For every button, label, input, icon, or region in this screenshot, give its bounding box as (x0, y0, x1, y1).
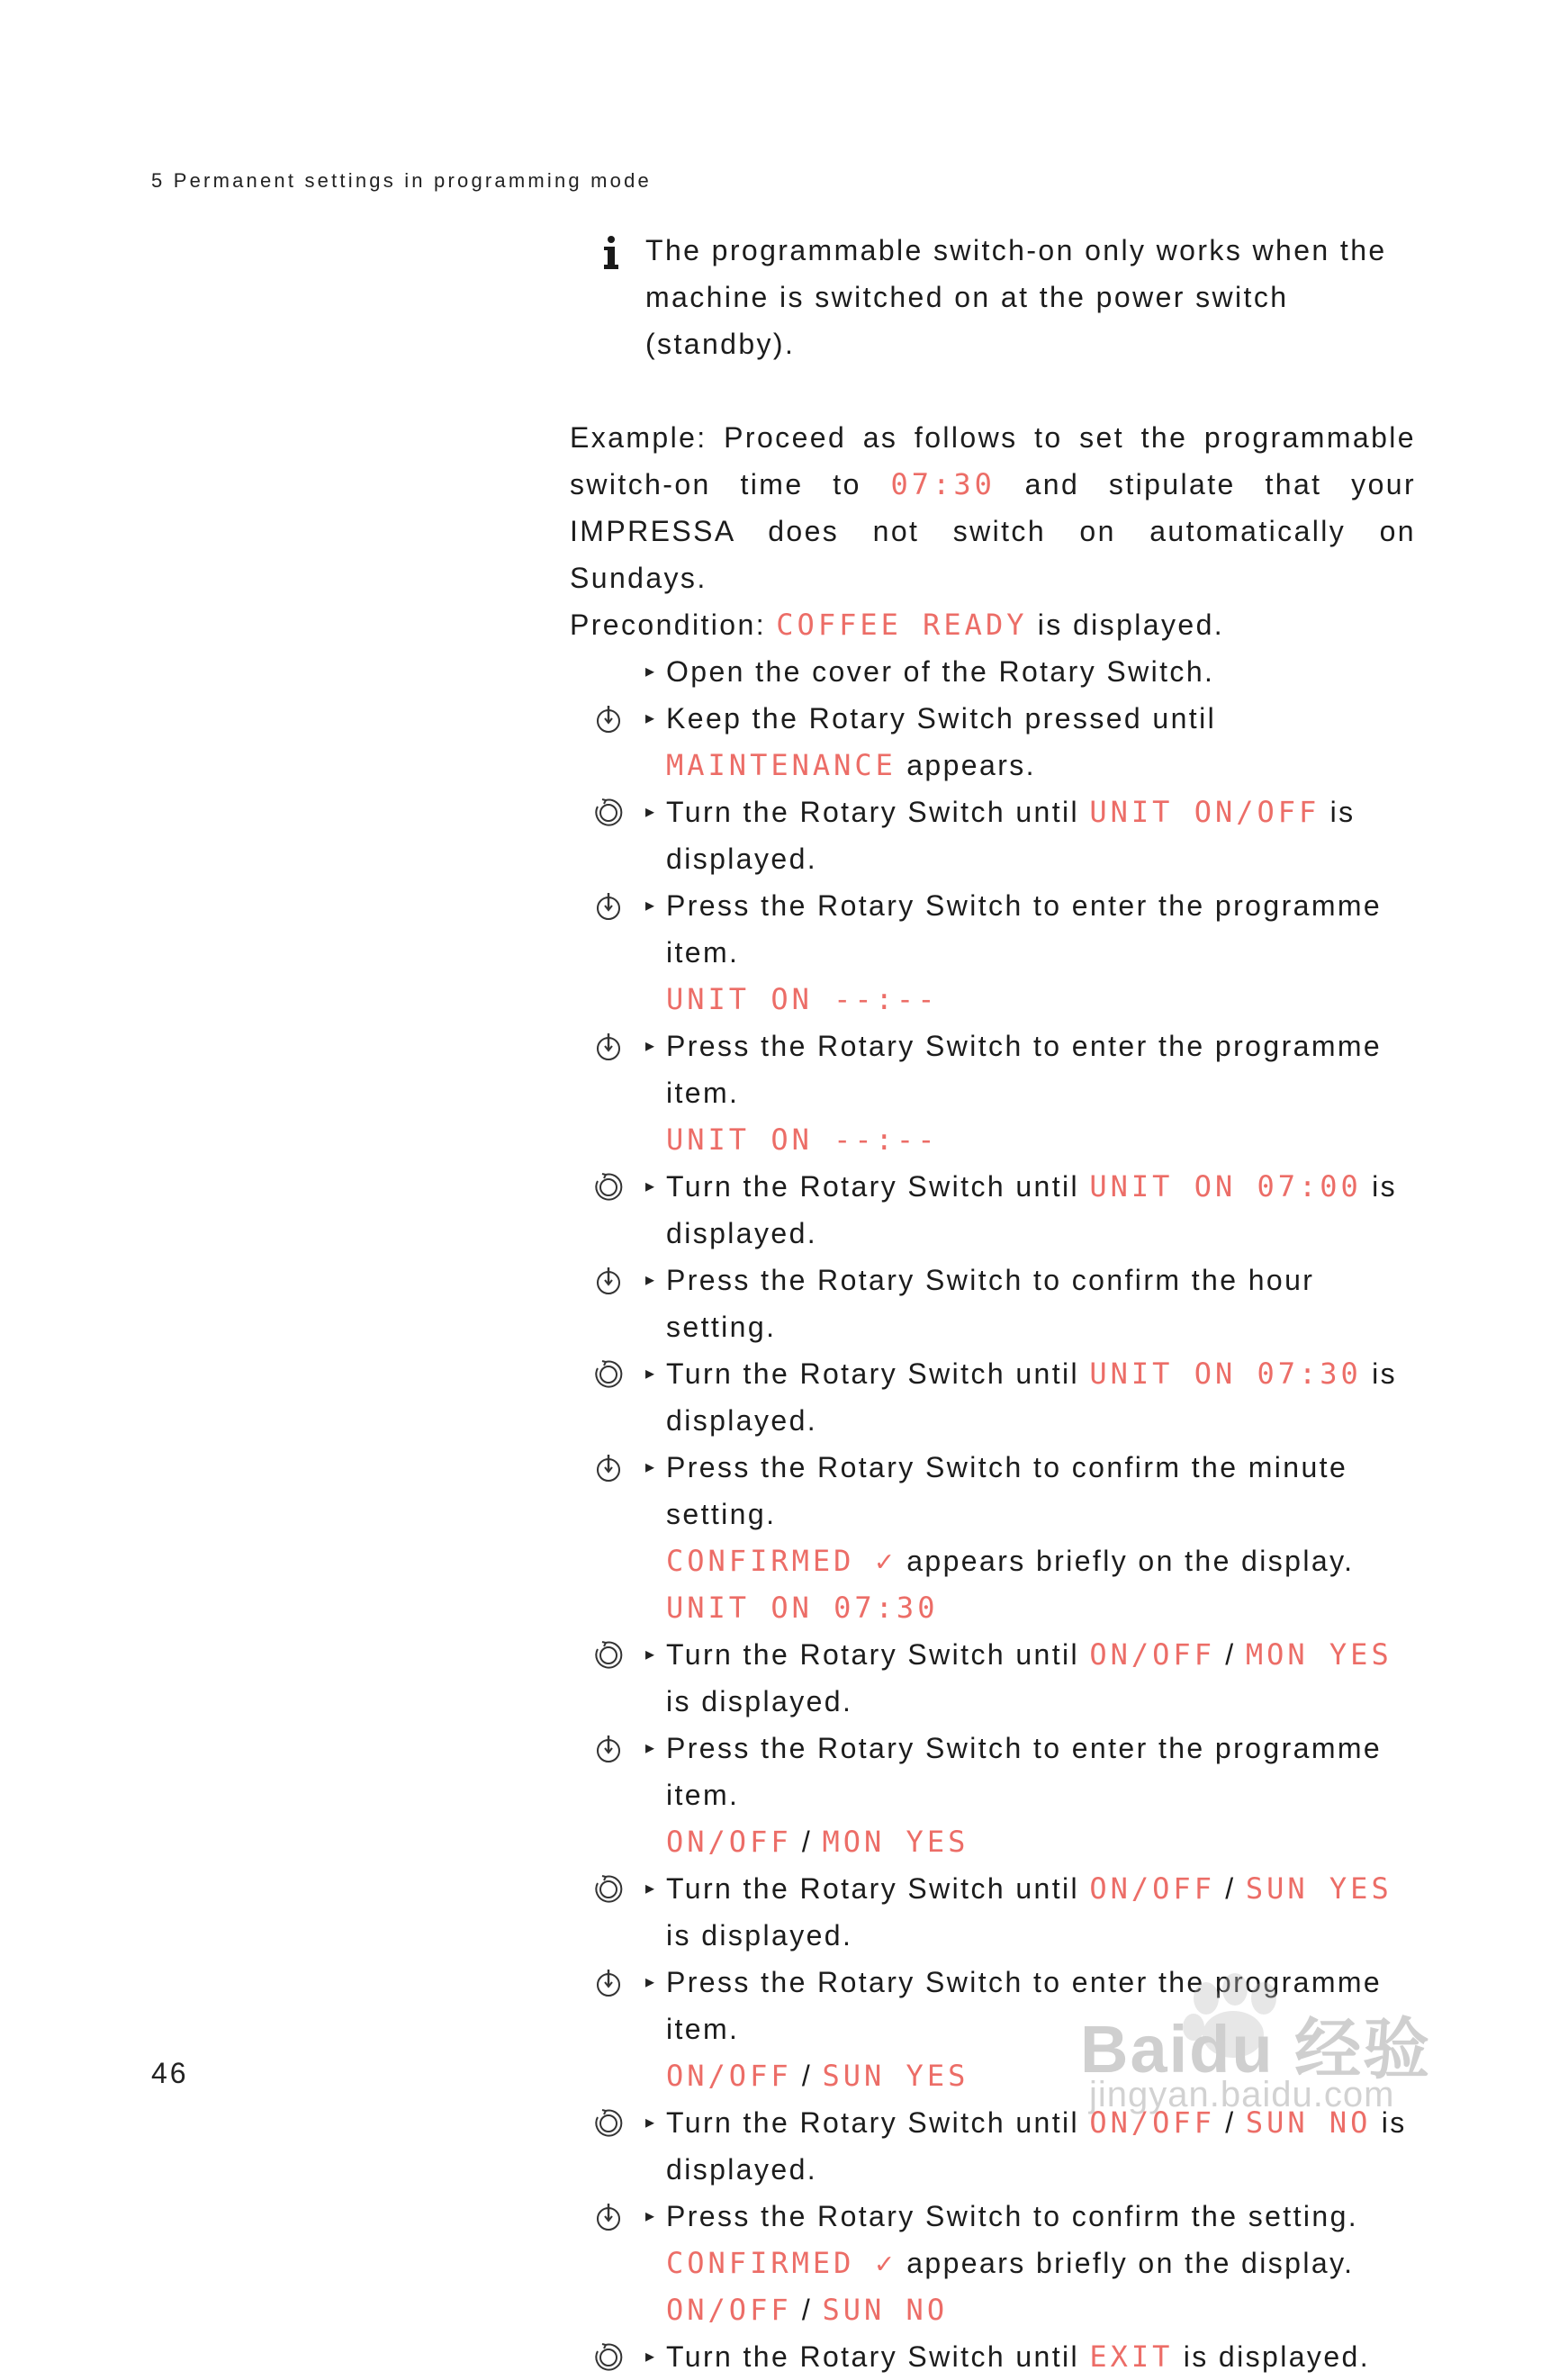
display-result-line (666, 2286, 1416, 2333)
step-text: Turn the Rotary Switch until (666, 1357, 1080, 1390)
display-text: SUN YES (822, 2059, 969, 2093)
step-text: Turn the Rotary Switch until (666, 1872, 1080, 1905)
separator: / (1225, 1872, 1236, 1905)
press-rotary-switch-icon (593, 1266, 624, 1296)
step-text: is displayed. (666, 1919, 853, 1952)
step-text: Press the Rotary Switch to confirm the minute setting. (666, 1451, 1348, 1530)
step-text: Keep the Rotary Switch pressed until (666, 702, 1217, 735)
display-text: UNIT ON/OFF (1089, 795, 1320, 829)
instruction-step (570, 1725, 1416, 1865)
step-text: appears briefly on the display. (906, 2247, 1355, 2279)
bullet-arrow-icon: ▸ (645, 1270, 655, 1290)
instruction-step (570, 1865, 1416, 1959)
display-text: CONFIRMED ✓ (666, 1544, 897, 1578)
step-text: is displayed. (666, 1685, 853, 1717)
press-rotary-switch-icon (593, 891, 624, 922)
confirm-line (666, 2240, 1416, 2286)
instruction-step (570, 1444, 1416, 1631)
instruction-step (570, 1631, 1416, 1725)
example-intro-cont: and stipulate that your IMPRESSA does not switch on automatically on Sundays. (570, 468, 1417, 594)
display-text: COFFEE READY (776, 608, 1028, 642)
display-text: EXIT (1089, 2339, 1174, 2374)
bullet-arrow-icon: ▸ (645, 1364, 655, 1384)
display-text: ON/OFF (1089, 1637, 1215, 1672)
instruction-step (570, 1257, 1416, 1350)
step-text: is displayed. (666, 796, 1356, 875)
step-text: Press the Rotary Switch to enter the programme item. (666, 1966, 1383, 2045)
info-note (570, 227, 1416, 367)
step-text: Press the Rotary Switch to confirm the setting. (666, 2200, 1359, 2232)
display-text: 07:30 (890, 467, 996, 501)
separator: / (801, 1826, 813, 1858)
bullet-arrow-icon: ▸ (645, 2113, 655, 2132)
precondition-label: Precondition: (570, 609, 766, 641)
display-text: MON YES (1245, 1637, 1392, 1672)
step-text: is displayed. (666, 1170, 1398, 1249)
separator: / (801, 2060, 813, 2092)
instruction-step (570, 1350, 1416, 1444)
display-text: SUN NO (822, 2293, 949, 2327)
bullet-arrow-icon: ▸ (645, 1645, 655, 1664)
display-text: UNIT ON 07:00 (1089, 1169, 1362, 1204)
instruction-step (570, 789, 1416, 882)
bullet-arrow-icon: ▸ (645, 802, 655, 822)
step-text: Press the Rotary Switch to enter the programme item. (666, 1030, 1383, 1109)
display-text: ON/OFF (666, 2293, 792, 2327)
step-text: is displayed. (1183, 2340, 1371, 2373)
info-icon (602, 236, 620, 272)
turn-rotary-switch-icon (593, 1359, 624, 1390)
separator: / (1225, 1638, 1236, 1671)
step-text: Turn the Rotary Switch until (666, 2106, 1080, 2139)
step-text: Press the Rotary Switch to enter the programme item. (666, 1732, 1383, 1811)
display-text: SUN NO (1245, 2105, 1372, 2140)
section-header: 5 Permanent settings in programming mode (151, 169, 652, 192)
instruction-steps (570, 648, 1416, 2380)
display-text: UNIT ON --:-- (666, 982, 939, 1016)
bullet-arrow-icon: ▸ (645, 1457, 655, 1477)
separator: / (801, 2294, 813, 2326)
display-text: ON/OFF (1089, 2105, 1215, 2140)
example-paragraph (570, 414, 1416, 648)
instruction-step (570, 1163, 1416, 1257)
display-text: SUN YES (1245, 1871, 1392, 1906)
display-text: UNIT ON 07:30 (1089, 1357, 1362, 1391)
step-text: is displayed. (666, 2106, 1407, 2186)
instruction-step (570, 2193, 1416, 2333)
info-text: The programmable switch-on only works when the machine is switched on at the power switch (standby). (645, 234, 1387, 360)
bullet-arrow-icon: ▸ (645, 2347, 655, 2366)
display-text: CONFIRMED ✓ (666, 2246, 897, 2280)
instruction-step (570, 648, 1416, 695)
step-text: is displayed. (666, 1357, 1398, 1437)
bullet-arrow-icon: ▸ (645, 1738, 655, 1758)
display-text: ON/OFF (666, 1825, 792, 1859)
step-text: appears. (906, 749, 1036, 781)
bullet-arrow-icon: ▸ (645, 1879, 655, 1898)
bullet-arrow-icon: ▸ (645, 1972, 655, 1992)
bullet-arrow-icon: ▸ (645, 662, 655, 681)
press-rotary-switch-icon (593, 1032, 624, 1062)
bullet-arrow-icon: ▸ (645, 708, 655, 728)
watermark-brand: Baidu 经验 (1080, 2012, 1432, 2087)
press-rotary-switch-icon (593, 1734, 624, 1764)
display-result-line (666, 1584, 1416, 1631)
press-rotary-switch-icon (593, 1453, 624, 1483)
instruction-step (570, 1023, 1416, 1163)
example-intro: Example: Proceed as follows to set the programmable switch-on time to (570, 421, 1416, 500)
instruction-step (570, 695, 1416, 789)
step-text: Press the Rotary Switch to confirm the hour setting. (666, 1264, 1315, 1343)
step-text: Turn the Rotary Switch until (666, 1638, 1080, 1671)
turn-rotary-switch-icon (593, 1640, 624, 1671)
step-text: Press the Rotary Switch to enter the programme item. (666, 889, 1383, 969)
display-text: MON YES (822, 1825, 969, 1859)
watermark-url: jingyan.baidu.com (1089, 2075, 1395, 2114)
instruction-step (570, 882, 1416, 1023)
display-result-line (666, 976, 1416, 1023)
turn-rotary-switch-icon (593, 798, 624, 828)
press-rotary-switch-icon (593, 2202, 624, 2232)
turn-rotary-switch-icon (593, 1172, 624, 1203)
step-text: appears briefly on the display. (906, 1545, 1355, 1577)
confirm-line (666, 1537, 1416, 1584)
instruction-step (570, 2333, 1416, 2380)
bullet-arrow-icon: ▸ (645, 1036, 655, 1056)
display-text: ON/OFF (1089, 1871, 1215, 1906)
display-text: UNIT ON --:-- (666, 1122, 939, 1157)
turn-rotary-switch-icon (593, 2108, 624, 2139)
separator: / (1225, 2106, 1236, 2139)
step-text: Turn the Rotary Switch until (666, 2340, 1080, 2373)
display-text: ON/OFF (666, 2059, 792, 2093)
step-text: Turn the Rotary Switch until (666, 1170, 1080, 1203)
step-text: Turn the Rotary Switch until (666, 796, 1080, 828)
display-text: UNIT ON 07:30 (666, 1591, 939, 1625)
precondition-post: is displayed. (1037, 609, 1225, 641)
bullet-arrow-icon: ▸ (645, 896, 655, 915)
bullet-arrow-icon: ▸ (645, 2206, 655, 2226)
page-number: 46 (151, 2057, 189, 2089)
turn-rotary-switch-icon (593, 2342, 624, 2373)
bullet-arrow-icon: ▸ (645, 1176, 655, 1196)
display-result-line (666, 1818, 1416, 1865)
press-rotary-switch-icon (593, 1968, 624, 1998)
display-result-line (666, 1116, 1416, 1163)
step-text: Open the cover of the Rotary Switch. (666, 655, 1215, 688)
display-text: MAINTENANCE (666, 748, 897, 782)
turn-rotary-switch-icon (593, 1874, 624, 1905)
press-rotary-switch-icon (593, 704, 624, 735)
